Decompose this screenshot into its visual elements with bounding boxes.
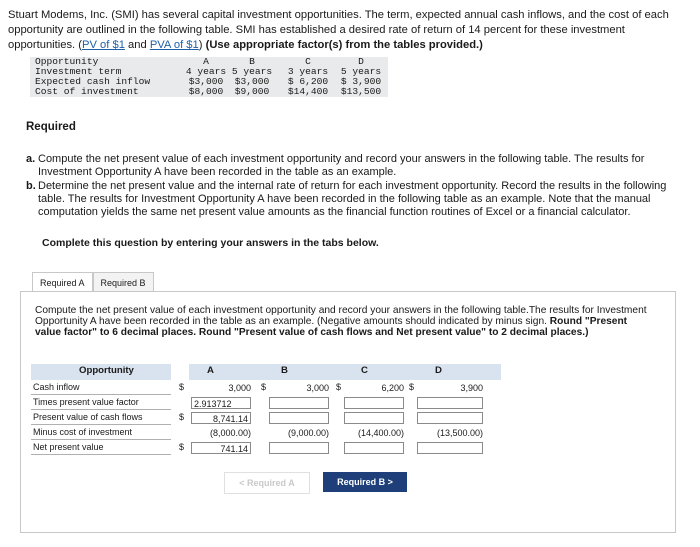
instruction-text: Compute the net present value of each investment opportunity and record your answers in the following table.The results for Investment Opportunity A have been recorded in the table as an example. (Negative amounts should indicated by minus sign. (35, 305, 647, 327)
tab-required-b[interactable]: Required B (93, 272, 154, 294)
given-cell: $9,000 (234, 86, 270, 97)
panel-instructions (35, 305, 655, 338)
prev-tab-button[interactable] (224, 472, 310, 494)
chevron-left-icon: < (239, 478, 245, 488)
dollar-sign: $ (179, 442, 185, 452)
given-cell: $ 3,900 (340, 76, 382, 87)
given-col-head: A (203, 56, 209, 67)
row-divider (31, 439, 171, 440)
d-cost: (13,500.00) (436, 428, 483, 438)
next-tab-button[interactable] (323, 472, 407, 492)
dollar-sign: $ (179, 412, 185, 422)
row-divider (31, 424, 171, 425)
dollar-sign: $ (261, 382, 267, 392)
a-pv-cash-flows-input[interactable]: 8,741.14 (191, 412, 251, 424)
row-divider (31, 454, 171, 455)
b-cash-inflow: 3,000 (306, 383, 329, 393)
row-label-npv: Net present value (33, 442, 104, 452)
col-header-a: A (207, 365, 214, 376)
row-label-pv-cash-flows: Present value of cash flows (33, 412, 143, 422)
a-cost: (8,000.00) (209, 428, 251, 438)
given-col-head: C (305, 56, 311, 67)
c-cash-inflow: 6,200 (381, 383, 404, 393)
complete-note: Complete this question by entering your answers in the tabs below. (42, 237, 379, 249)
d-pv-cash-flows-input[interactable] (417, 412, 483, 424)
given-row-label: Cost of investment (35, 86, 139, 97)
problem-intro: Stuart Modems, Inc. (SMI) has several capital investment opportunities. The term, expected annual cash inflows, and the cost of each opportunity are outlined in the following table. SMI has established a desired rate of return of 14 percent for these investment opportunities. (PV of $1 and PVA of $1) (Use appropriate factor(s) from the tables provided.) (8, 9, 669, 51)
next-tab-label: Required B (337, 477, 386, 487)
required-item-a (26, 153, 686, 179)
col-header-c: C (361, 365, 368, 376)
given-cell: 4 years (185, 66, 227, 77)
d-pv-factor-input[interactable] (417, 397, 483, 409)
intro-text: Stuart Modems, Inc. (SMI) has several capital investment opportunities. The term, expected annual cash inflows, and the cost of each opportunity are outlined in the following table. SMI has established a desired rate of return of 14 percent for these investment opportunities. (8, 9, 669, 51)
intro-and: and (128, 39, 147, 51)
required-item-b (26, 180, 686, 219)
d-cash-inflow: 3,900 (460, 383, 483, 393)
given-cell: 5 years (231, 66, 273, 77)
given-cell: $3,000 (188, 76, 224, 87)
b-pv-factor-input[interactable] (269, 397, 329, 409)
given-row-label: Expected cash inflow (35, 76, 151, 87)
rounding-instruction: Round "Present value factor" to 6 decimal places. Round "Present value of cash flows and Net present value" to 2 decimal places.) (35, 316, 628, 338)
pv-table-link[interactable]: PV of $1 (82, 39, 125, 51)
given-data-table (30, 57, 388, 97)
c-pv-factor-input[interactable] (344, 397, 404, 409)
b-pv-cash-flows-input[interactable] (269, 412, 329, 424)
table-header-bg (189, 364, 501, 380)
c-pv-cash-flows-input[interactable] (344, 412, 404, 424)
given-col-head: B (249, 56, 255, 67)
col-header-opportunity: Opportunity (79, 365, 134, 376)
item-text: Compute the net present value of each investment opportunity and record your answers in the following table. The results for Investment Opportunity A have been recorded in the table as an example. (38, 153, 645, 178)
given-cell: $3,000 (234, 76, 270, 87)
intro-paren: ) (198, 39, 203, 51)
answer-tabs (32, 272, 154, 292)
row-divider (31, 409, 171, 410)
answer-panel (20, 291, 676, 533)
a-cash-inflow: 3,000 (228, 383, 251, 393)
a-pv-factor-input[interactable]: 2.913712 (191, 397, 251, 409)
item-key: a. (26, 153, 36, 165)
given-cell: 5 years (340, 66, 382, 77)
given-cell: $14,400 (287, 86, 329, 97)
row-label-pv-factor: Times present value factor (33, 397, 139, 407)
b-cost: (9,000.00) (287, 428, 329, 438)
given-cell: $ 6,200 (287, 76, 329, 87)
row-label-cash-inflow: Cash inflow (33, 382, 80, 392)
b-npv-input[interactable] (269, 442, 329, 454)
row-divider (31, 394, 171, 395)
dollar-sign: $ (336, 382, 342, 392)
given-row-label: Opportunity (35, 56, 99, 67)
row-label-cost: Minus cost of investment (33, 427, 133, 437)
a-npv-input[interactable]: 741.14 (191, 442, 251, 454)
given-col-head: D (358, 56, 364, 67)
c-cost: (14,400.00) (357, 428, 404, 438)
given-cell: $8,000 (188, 86, 224, 97)
given-cell: 3 years (287, 66, 329, 77)
dollar-sign: $ (409, 382, 415, 392)
given-cell: $13,500 (340, 86, 382, 97)
chevron-right-icon: > (387, 477, 393, 487)
intro-instruction: (Use appropriate factor(s) from the tables provided.) (205, 39, 483, 51)
item-text: Determine the net present value and the internal rate of return for each investment opportunity. Record the results in the following table. The results for Investment Opportunity A have been recorded in the following table as an example. Note that the manual computation yields the same net present value amounts as the financial function routines of Excel or a financial calculator. (38, 180, 667, 218)
pva-table-link[interactable]: PVA of $1 (149, 39, 199, 51)
prev-tab-label: Required A (247, 478, 295, 488)
given-row-label: Investment term (35, 66, 122, 77)
required-list (26, 153, 686, 220)
tab-required-a[interactable]: Required A (32, 272, 93, 294)
d-npv-input[interactable] (417, 442, 483, 454)
col-header-b: B (281, 365, 288, 376)
col-header-d: D (435, 365, 442, 376)
c-npv-input[interactable] (344, 442, 404, 454)
item-key: b. (26, 180, 36, 192)
dollar-sign: $ (179, 382, 185, 392)
npv-table (31, 364, 501, 459)
required-heading: Required (26, 121, 76, 133)
